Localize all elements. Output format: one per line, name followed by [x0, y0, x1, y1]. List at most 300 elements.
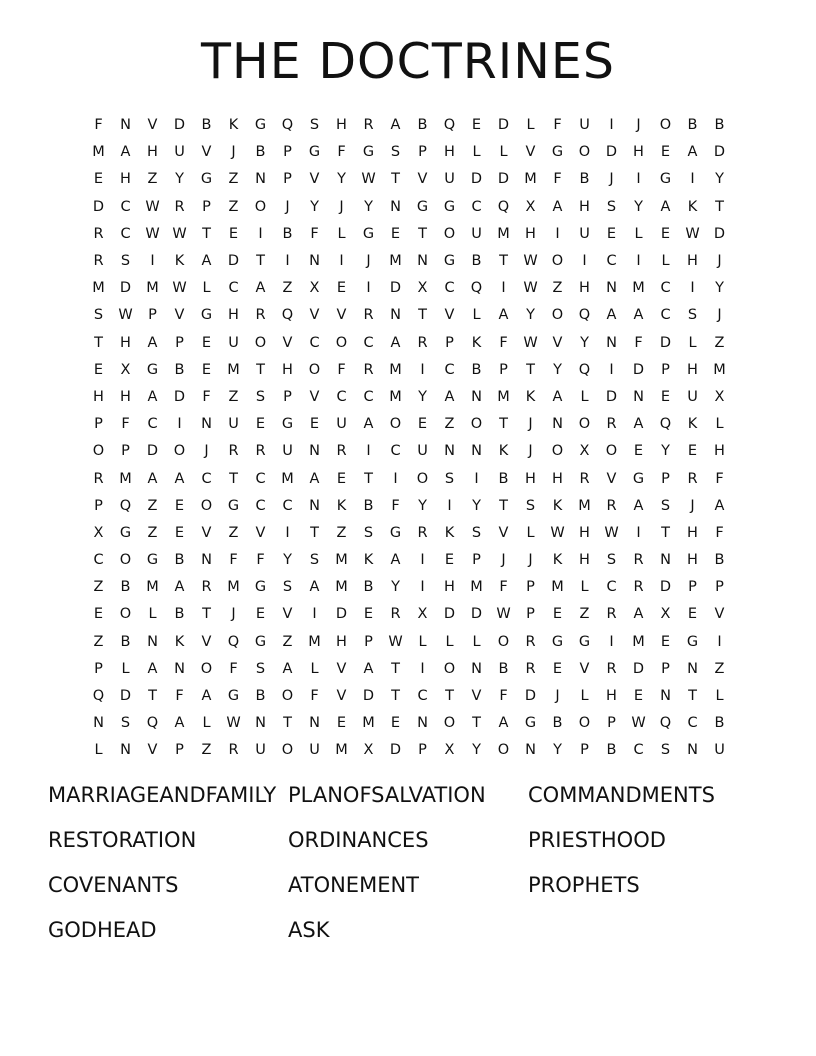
grid-letter: K: [498, 443, 509, 460]
grid-letter: P: [283, 171, 292, 188]
grid-letter: I: [312, 606, 317, 623]
grid-letter: U: [228, 334, 239, 351]
grid-letter: X: [444, 742, 455, 759]
grid-letter: W: [550, 524, 565, 541]
grid-letter: W: [523, 280, 538, 297]
grid-letter: L: [499, 144, 508, 161]
grid-letter: V: [255, 524, 266, 541]
grid-letter: A: [633, 497, 644, 514]
grid-letter: N: [687, 660, 698, 677]
grid-letter: D: [632, 660, 645, 677]
word-list-item: RESTORATION: [48, 828, 197, 852]
grid-letter: U: [336, 416, 347, 433]
grid-letter: E: [336, 715, 347, 732]
grid-letter: J: [339, 198, 344, 215]
grid-letter: Z: [444, 416, 455, 433]
grid-letter: L: [472, 144, 481, 161]
grid-letter: A: [174, 715, 185, 732]
grid-letter: E: [687, 606, 698, 623]
grid-letter: S: [255, 388, 266, 405]
grid-letter: O: [605, 443, 618, 460]
grid-letter: E: [660, 633, 671, 650]
grid-letter: S: [606, 552, 617, 569]
grid-letter: I: [393, 470, 398, 487]
grid-letter: V: [201, 524, 212, 541]
grid-letter: C: [255, 497, 266, 514]
grid-letter: P: [94, 660, 103, 677]
grid-letter: D: [362, 688, 375, 705]
grid-letter: W: [604, 524, 619, 541]
grid-letter: A: [147, 470, 158, 487]
grid-letter: P: [364, 633, 373, 650]
grid-letter: D: [605, 388, 618, 405]
grid-letter: T: [202, 606, 211, 623]
grid-letter: T: [283, 715, 292, 732]
grid-letter: P: [715, 579, 724, 596]
grid-letter: V: [309, 307, 320, 324]
grid-letter: C: [390, 443, 401, 460]
grid-letter: O: [578, 144, 591, 161]
grid-letter: Z: [228, 198, 239, 215]
grid-letter: H: [228, 307, 239, 324]
grid-letter: Q: [92, 688, 105, 705]
grid-row: [85, 221, 733, 248]
grid-letter: P: [499, 361, 508, 378]
grid-letter: R: [417, 524, 428, 541]
grid-letter: D: [470, 606, 483, 623]
grid-letter: A: [201, 688, 212, 705]
grid-letter: J: [501, 552, 506, 569]
grid-letter: F: [553, 117, 562, 134]
grid-letter: L: [715, 688, 724, 705]
grid-letter: Z: [147, 171, 158, 188]
grid-letter: C: [471, 198, 482, 215]
grid-letter: K: [687, 416, 698, 433]
grid-letter: I: [609, 361, 614, 378]
grid-row: [85, 438, 733, 465]
grid-letter: T: [445, 688, 454, 705]
grid-letter: Y: [310, 198, 319, 215]
grid-letter: T: [364, 470, 373, 487]
grid-letter: M: [389, 361, 402, 378]
grid-letter: E: [660, 225, 671, 242]
grid-letter: W: [118, 307, 133, 324]
grid-letter: S: [255, 660, 266, 677]
grid-letter: D: [92, 198, 105, 215]
grid-row: [85, 656, 733, 683]
grid-letter: Q: [659, 416, 672, 433]
grid-letter: D: [470, 171, 483, 188]
grid-letter: O: [578, 715, 591, 732]
grid-letter: F: [553, 171, 562, 188]
grid-letter: Y: [526, 307, 535, 324]
grid-letter: A: [714, 497, 725, 514]
grid-letter: G: [443, 198, 456, 215]
grid-letter: F: [337, 361, 346, 378]
grid-letter: V: [309, 171, 320, 188]
grid-letter: L: [337, 225, 346, 242]
grid-letter: A: [660, 198, 671, 215]
grid-letter: O: [443, 225, 456, 242]
grid-letter: R: [687, 470, 698, 487]
grid-letter: U: [687, 388, 698, 405]
grid-letter: Z: [579, 606, 590, 623]
grid-letter: C: [255, 470, 266, 487]
grid-letter: A: [606, 307, 617, 324]
grid-letter: A: [633, 416, 644, 433]
grid-letter: N: [120, 742, 131, 759]
grid-letter: T: [526, 361, 535, 378]
grid-letter: P: [661, 361, 670, 378]
grid-letter: R: [633, 552, 644, 569]
grid-letter: T: [418, 307, 427, 324]
grid-letter: E: [606, 225, 617, 242]
grid-row: [85, 737, 733, 764]
grid-letter: M: [470, 579, 483, 596]
grid-letter: C: [120, 225, 131, 242]
grid-letter: F: [121, 416, 130, 433]
grid-letter: A: [147, 388, 158, 405]
grid-letter: H: [93, 388, 104, 405]
grid-letter: F: [202, 388, 211, 405]
grid-letter: P: [418, 144, 427, 161]
grid-letter: J: [366, 253, 371, 270]
grid-letter: F: [310, 688, 319, 705]
grid-letter: B: [120, 579, 131, 596]
grid-letter: E: [174, 524, 185, 541]
grid-letter: A: [363, 416, 374, 433]
grid-letter: T: [256, 253, 265, 270]
grid-letter: A: [309, 470, 320, 487]
grid-letter: R: [228, 742, 239, 759]
grid-letter: A: [444, 388, 455, 405]
grid-letter: I: [609, 117, 614, 134]
grid-letter: I: [177, 416, 182, 433]
grid-letter: Y: [553, 742, 562, 759]
grid-letter: B: [201, 117, 212, 134]
grid-letter: F: [634, 334, 643, 351]
grid-letter: Y: [715, 171, 724, 188]
grid-letter: N: [606, 334, 617, 351]
grid-letter: N: [660, 688, 671, 705]
grid-letter: R: [606, 606, 617, 623]
grid-letter: S: [660, 497, 671, 514]
grid-letter: M: [497, 225, 510, 242]
grid-letter: N: [309, 253, 320, 270]
grid-row: [85, 547, 733, 574]
grid-letter: N: [633, 388, 644, 405]
grid-letter: E: [174, 497, 185, 514]
grid-letter: I: [420, 660, 425, 677]
grid-letter: E: [336, 470, 347, 487]
grid-letter: E: [336, 280, 347, 297]
grid-row: [85, 275, 733, 302]
grid-letter: M: [578, 497, 591, 514]
grid-letter: P: [472, 552, 481, 569]
grid-row: [85, 683, 733, 710]
grid-letter: T: [715, 198, 724, 215]
grid-letter: R: [417, 334, 428, 351]
grid-letter: V: [201, 144, 212, 161]
grid-letter: M: [146, 280, 159, 297]
grid-letter: G: [389, 524, 402, 541]
grid-letter: I: [636, 171, 641, 188]
word-list-item: MARRIAGEANDFAMILY: [48, 783, 277, 807]
grid-letter: G: [254, 579, 267, 596]
grid-letter: Z: [147, 497, 158, 514]
grid-letter: R: [255, 307, 266, 324]
grid-letter: N: [687, 742, 698, 759]
grid-letter: B: [552, 715, 563, 732]
grid-letter: Y: [661, 443, 670, 460]
grid-letter: D: [443, 606, 456, 623]
grid-letter: X: [120, 361, 131, 378]
grid-row: [85, 411, 733, 438]
grid-letter: O: [119, 552, 132, 569]
grid-letter: G: [443, 253, 456, 270]
grid-letter: T: [94, 334, 103, 351]
grid-letter: I: [150, 253, 155, 270]
grid-letter: K: [444, 524, 455, 541]
grid-letter: O: [254, 198, 267, 215]
grid-letter: F: [337, 144, 346, 161]
grid-row: [85, 493, 733, 520]
grid-letter: C: [228, 280, 239, 297]
grid-row: [85, 166, 733, 193]
grid-letter: N: [255, 715, 266, 732]
grid-row: [85, 520, 733, 547]
grid-letter: X: [525, 198, 536, 215]
grid-letter: I: [420, 361, 425, 378]
grid-letter: I: [555, 225, 560, 242]
grid-letter: O: [551, 307, 564, 324]
grid-letter: N: [201, 552, 212, 569]
grid-letter: J: [555, 688, 560, 705]
grid-letter: M: [146, 579, 159, 596]
grid-letter: X: [417, 606, 428, 623]
grid-letter: T: [202, 225, 211, 242]
grid-letter: H: [579, 552, 590, 569]
grid-letter: S: [282, 579, 293, 596]
grid-letter: M: [335, 579, 348, 596]
grid-letter: A: [174, 470, 185, 487]
grid-letter: S: [606, 198, 617, 215]
grid-letter: S: [687, 307, 698, 324]
grid-letter: L: [445, 633, 454, 650]
grid-letter: O: [92, 443, 105, 460]
grid-letter: K: [174, 253, 185, 270]
grid-letter: W: [145, 225, 160, 242]
grid-letter: U: [282, 443, 293, 460]
grid-letter: Y: [715, 280, 724, 297]
grid-letter: N: [174, 660, 185, 677]
grid-letter: F: [310, 225, 319, 242]
grid-letter: Z: [93, 633, 104, 650]
grid-letter: Y: [553, 361, 562, 378]
grid-letter: L: [202, 715, 211, 732]
grid-letter: H: [579, 280, 590, 297]
grid-letter: N: [417, 253, 428, 270]
grid-letter: F: [499, 688, 508, 705]
grid-letter: J: [204, 443, 209, 460]
grid-letter: M: [92, 144, 105, 161]
grid-letter: B: [120, 633, 131, 650]
grid-letter: H: [552, 470, 563, 487]
grid-letter: S: [120, 253, 131, 270]
grid-letter: H: [120, 388, 131, 405]
grid-letter: D: [389, 742, 402, 759]
grid-letter: N: [390, 198, 401, 215]
grid-letter: G: [200, 171, 213, 188]
grid-letter: G: [254, 117, 267, 134]
grid-letter: Q: [659, 715, 672, 732]
grid-letter: R: [93, 225, 104, 242]
grid-letter: P: [148, 307, 157, 324]
grid-letter: I: [420, 579, 425, 596]
grid-letter: D: [119, 688, 132, 705]
grid-letter: Q: [578, 307, 591, 324]
grid-letter: I: [636, 524, 641, 541]
grid-letter: A: [498, 307, 509, 324]
grid-letter: I: [366, 280, 371, 297]
grid-letter: C: [606, 253, 617, 270]
grid-letter: E: [93, 361, 104, 378]
grid-letter: M: [632, 280, 645, 297]
grid-letter: R: [525, 660, 536, 677]
grid-letter: I: [366, 443, 371, 460]
grid-letter: W: [685, 225, 700, 242]
grid-letter: O: [659, 117, 672, 134]
grid-letter: K: [336, 497, 347, 514]
grid-letter: V: [336, 660, 347, 677]
grid-letter: F: [715, 524, 724, 541]
grid-letter: G: [119, 524, 132, 541]
grid-letter: Q: [443, 117, 456, 134]
grid-letter: H: [120, 171, 131, 188]
grid-letter: C: [282, 497, 293, 514]
grid-letter: L: [418, 633, 427, 650]
grid-letter: L: [580, 688, 589, 705]
grid-letter: B: [579, 171, 590, 188]
grid-letter: Q: [146, 715, 159, 732]
grid-letter: Y: [391, 579, 400, 596]
grid-letter: B: [363, 579, 374, 596]
grid-letter: A: [255, 280, 266, 297]
grid-letter: P: [175, 742, 184, 759]
grid-letter: E: [255, 606, 266, 623]
grid-letter: U: [579, 117, 590, 134]
grid-letter: J: [528, 443, 533, 460]
grid-letter: I: [420, 552, 425, 569]
grid-letter: G: [686, 633, 699, 650]
grid-letter: M: [281, 470, 294, 487]
grid-letter: U: [444, 171, 455, 188]
grid-letter: W: [523, 334, 538, 351]
grid-letter: A: [498, 715, 509, 732]
grid-letter: J: [717, 253, 722, 270]
grid-letter: A: [174, 579, 185, 596]
grid-letter: A: [390, 117, 401, 134]
grid-letter: Z: [282, 633, 293, 650]
grid-letter: A: [390, 334, 401, 351]
grid-letter: I: [609, 633, 614, 650]
grid-letter: G: [227, 688, 240, 705]
grid-letter: J: [717, 307, 722, 324]
grid-letter: Y: [175, 171, 184, 188]
grid-letter: Y: [283, 552, 292, 569]
grid-letter: X: [93, 524, 104, 541]
grid-letter: R: [201, 579, 212, 596]
grid-letter: L: [472, 307, 481, 324]
grid-letter: Y: [472, 497, 481, 514]
grid-letter: I: [258, 225, 263, 242]
grid-letter: P: [526, 579, 535, 596]
grid-letter: G: [146, 361, 159, 378]
grid-letter: H: [633, 144, 644, 161]
word-list: [48, 778, 768, 958]
grid-letter: P: [202, 198, 211, 215]
grid-letter: O: [416, 470, 429, 487]
word-list-item: PROPHETS: [528, 873, 640, 897]
grid-letter: D: [173, 388, 186, 405]
grid-letter: U: [255, 742, 266, 759]
grid-letter: I: [501, 280, 506, 297]
grid-letter: M: [389, 388, 402, 405]
grid-letter: M: [227, 579, 240, 596]
grid-letter: O: [389, 416, 402, 433]
grid-letter: Y: [418, 497, 427, 514]
grid-letter: E: [444, 552, 455, 569]
grid-letter: D: [173, 117, 186, 134]
grid-letter: Z: [93, 579, 104, 596]
grid-letter: D: [497, 117, 510, 134]
grid-letter: S: [444, 470, 455, 487]
grid-letter: W: [361, 171, 376, 188]
grid-letter: O: [497, 633, 510, 650]
grid-letter: A: [633, 307, 644, 324]
grid-letter: L: [202, 280, 211, 297]
grid-letter: V: [552, 334, 563, 351]
grid-letter: P: [175, 334, 184, 351]
grid-letter: W: [145, 198, 160, 215]
grid-letter: L: [472, 633, 481, 650]
grid-letter: B: [174, 552, 185, 569]
grid-letter: R: [174, 198, 185, 215]
grid-letter: N: [660, 552, 671, 569]
grid-letter: S: [471, 524, 482, 541]
grid-letter: H: [687, 524, 698, 541]
grid-letter: N: [120, 117, 131, 134]
grid-letter: G: [578, 633, 591, 650]
grid-letter: B: [498, 660, 509, 677]
grid-letter: E: [633, 688, 644, 705]
grid-letter: H: [714, 443, 725, 460]
grid-letter: M: [119, 470, 132, 487]
grid-letter: C: [687, 715, 698, 732]
grid-letter: N: [471, 660, 482, 677]
grid-letter: V: [201, 633, 212, 650]
page-title: THE DOCTRINES: [201, 33, 615, 90]
grid-letter: O: [443, 660, 456, 677]
grid-letter: B: [498, 470, 509, 487]
grid-letter: M: [227, 361, 240, 378]
grid-letter: S: [390, 144, 401, 161]
grid-letter: R: [93, 470, 104, 487]
grid-letter: R: [363, 361, 374, 378]
grid-letter: M: [362, 715, 375, 732]
grid-letter: J: [285, 198, 290, 215]
grid-letter: H: [687, 552, 698, 569]
